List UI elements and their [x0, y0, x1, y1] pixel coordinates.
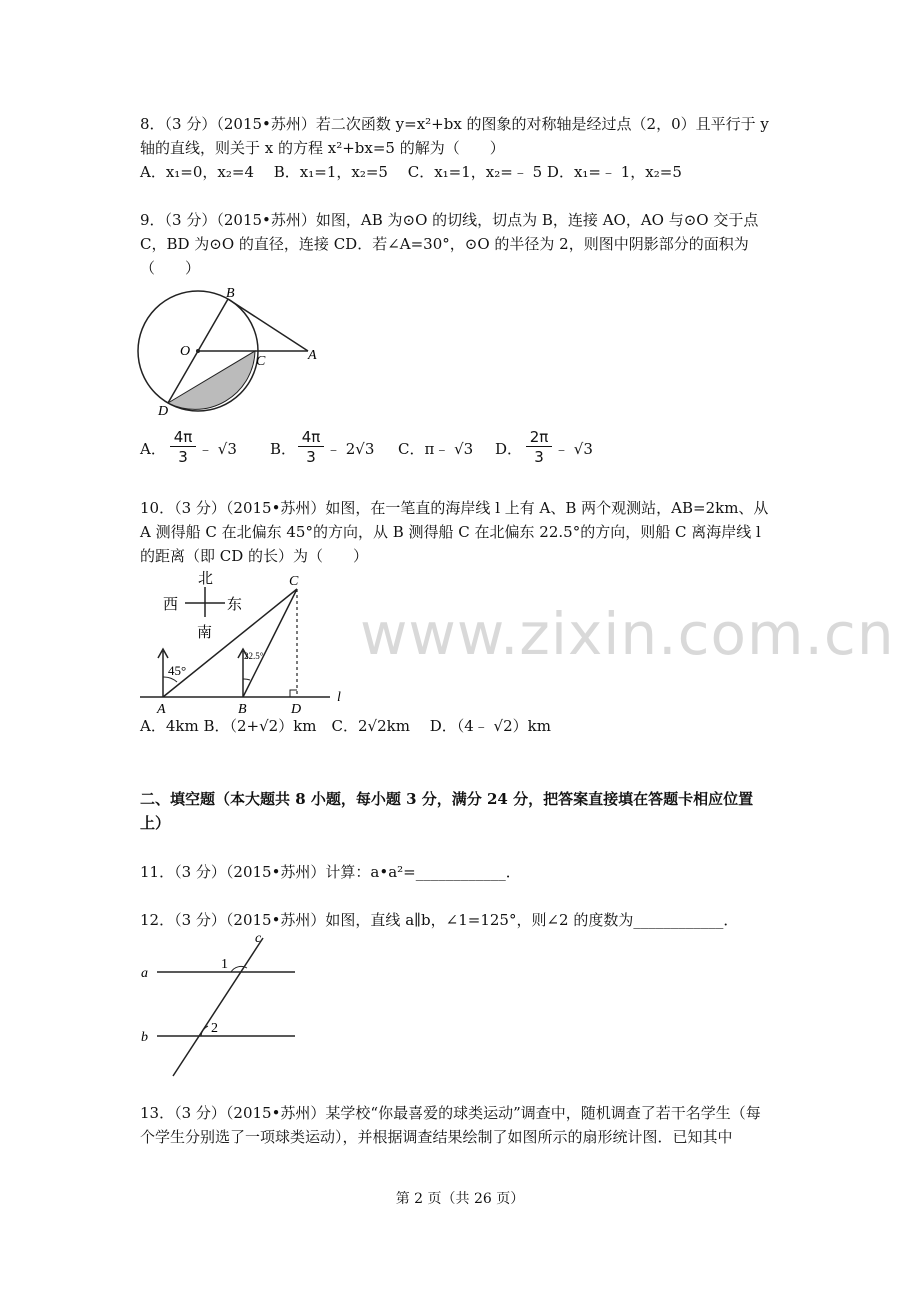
q9-option-d-den: 3 — [534, 448, 544, 466]
q13-line2: 个学生分别选了一项球类运动），并根据调查结果绘制了如图所示的扇形统计图．已知其中 — [140, 1128, 733, 1146]
label-a: a — [141, 966, 148, 981]
parallel-lines-figure — [135, 930, 305, 1080]
q8-options: A．x₁=0，x₂=4 B．x₁=1，x₂=5 C．x₁=1，x₂=﹣ 5 D．x₁=﹣ 1，x₂=5 — [140, 163, 682, 181]
watermark: www.zixin.com.cn — [360, 600, 895, 668]
label-c: C — [256, 354, 266, 369]
label-l: l — [337, 690, 341, 705]
label-b: B — [238, 702, 247, 717]
q10-line3: 的距离（即 CD 的长）为（ ） — [140, 547, 369, 565]
label-d: D — [158, 404, 169, 419]
q9-option-a-rest: ﹣ √3 — [198, 440, 237, 458]
label-c: c — [255, 931, 262, 946]
label-east: 东 — [227, 595, 243, 613]
page-footer: 第 2 页（共 26 页） — [395, 1191, 525, 1207]
q9-option-a-num: 4π — [170, 428, 196, 447]
q13-line1: 13．（3 分）（2015•苏州）某学校“你最喜爱的球类运动”调查中，随机调查了若干名学生（每 — [140, 1104, 761, 1122]
label-o: O — [180, 344, 191, 359]
q11-text: 11．（3 分）（2015•苏州）计算：a•a²=____________． — [140, 863, 521, 881]
q9-option-d-label: D． — [495, 440, 523, 458]
label-a: A — [157, 702, 166, 717]
label-angle-2: 2 — [211, 1021, 218, 1036]
coastline-figure — [135, 567, 365, 717]
q9-option-a-den: 3 — [178, 448, 188, 466]
q9-option-d-rest: ﹣ √3 — [554, 440, 593, 458]
q8-line2: 轴的直线，则关于 x 的方程 x²+bx=5 的解为（ ） — [140, 139, 505, 157]
label-angle-a: 45° — [168, 663, 187, 678]
q9-option-a-label: A． — [140, 440, 166, 458]
section2-heading-line2: 上） — [140, 814, 171, 832]
q9-line2: C，BD 为⊙O 的直径，连接 CD．若∠A=30°，⊙O 的半径为 2，则图中阴影部分的面积为 — [140, 235, 749, 253]
label-north: 北 — [198, 569, 214, 587]
q12-text: 12．（3 分）（2015•苏州）如图，直线 a∥b，∠1=125°，则∠2 的度数为____________． — [140, 911, 739, 929]
q10-options: A．4km B．（2+√2）km C．2√2km D．（4﹣ √2）km — [140, 717, 551, 735]
q10-line2: A 测得船 C 在北偏东 45°的方向，从 B 测得船 C 在北偏东 22.5°的方向，则船 C 离海岸线 l — [140, 523, 761, 541]
q9-line1: 9．（3 分）（2015•苏州）如图，AB 为⊙O 的切线，切点为 B，连接 AO，AO 与⊙O 交于点 — [140, 211, 759, 229]
q9-line3: （ ） — [140, 259, 201, 277]
q9-option-b-rest: ﹣ 2√3 — [326, 440, 375, 458]
label-c: C — [289, 574, 299, 589]
q8-line1: 8．（3 分）（2015•苏州）若二次函数 y=x²+bx 的图象的对称轴是经过点（2，0）且平行于 y — [140, 115, 769, 133]
label-b: b — [141, 1030, 148, 1045]
label-d: D — [291, 702, 302, 717]
q9-option-c: C．π﹣ √3 — [398, 440, 474, 458]
label-west: 西 — [163, 595, 179, 613]
q9-option-b-den: 3 — [306, 448, 316, 466]
label-angle-b: 22.5° — [244, 651, 264, 661]
q10-line1: 10．（3 分）（2015•苏州）如图，在一笔直的海岸线 l 上有 A、B 两个观测站，AB=2km、从 — [140, 499, 769, 517]
circle-tangent-figure — [130, 285, 330, 425]
label-south: 南 — [197, 623, 213, 641]
label-a: A — [308, 348, 317, 363]
q9-option-b-label: B． — [270, 440, 297, 458]
q9-option-b-num: 4π — [298, 428, 324, 447]
q9-option-d-num: 2π — [526, 428, 552, 447]
label-b: B — [226, 286, 235, 301]
section2-heading-line1: 二、填空题（本大题共 8 小题，每小题 3 分，满分 24 分，把答案直接填在答题卡相应位置 — [140, 790, 754, 808]
label-angle-1: 1 — [221, 957, 228, 972]
